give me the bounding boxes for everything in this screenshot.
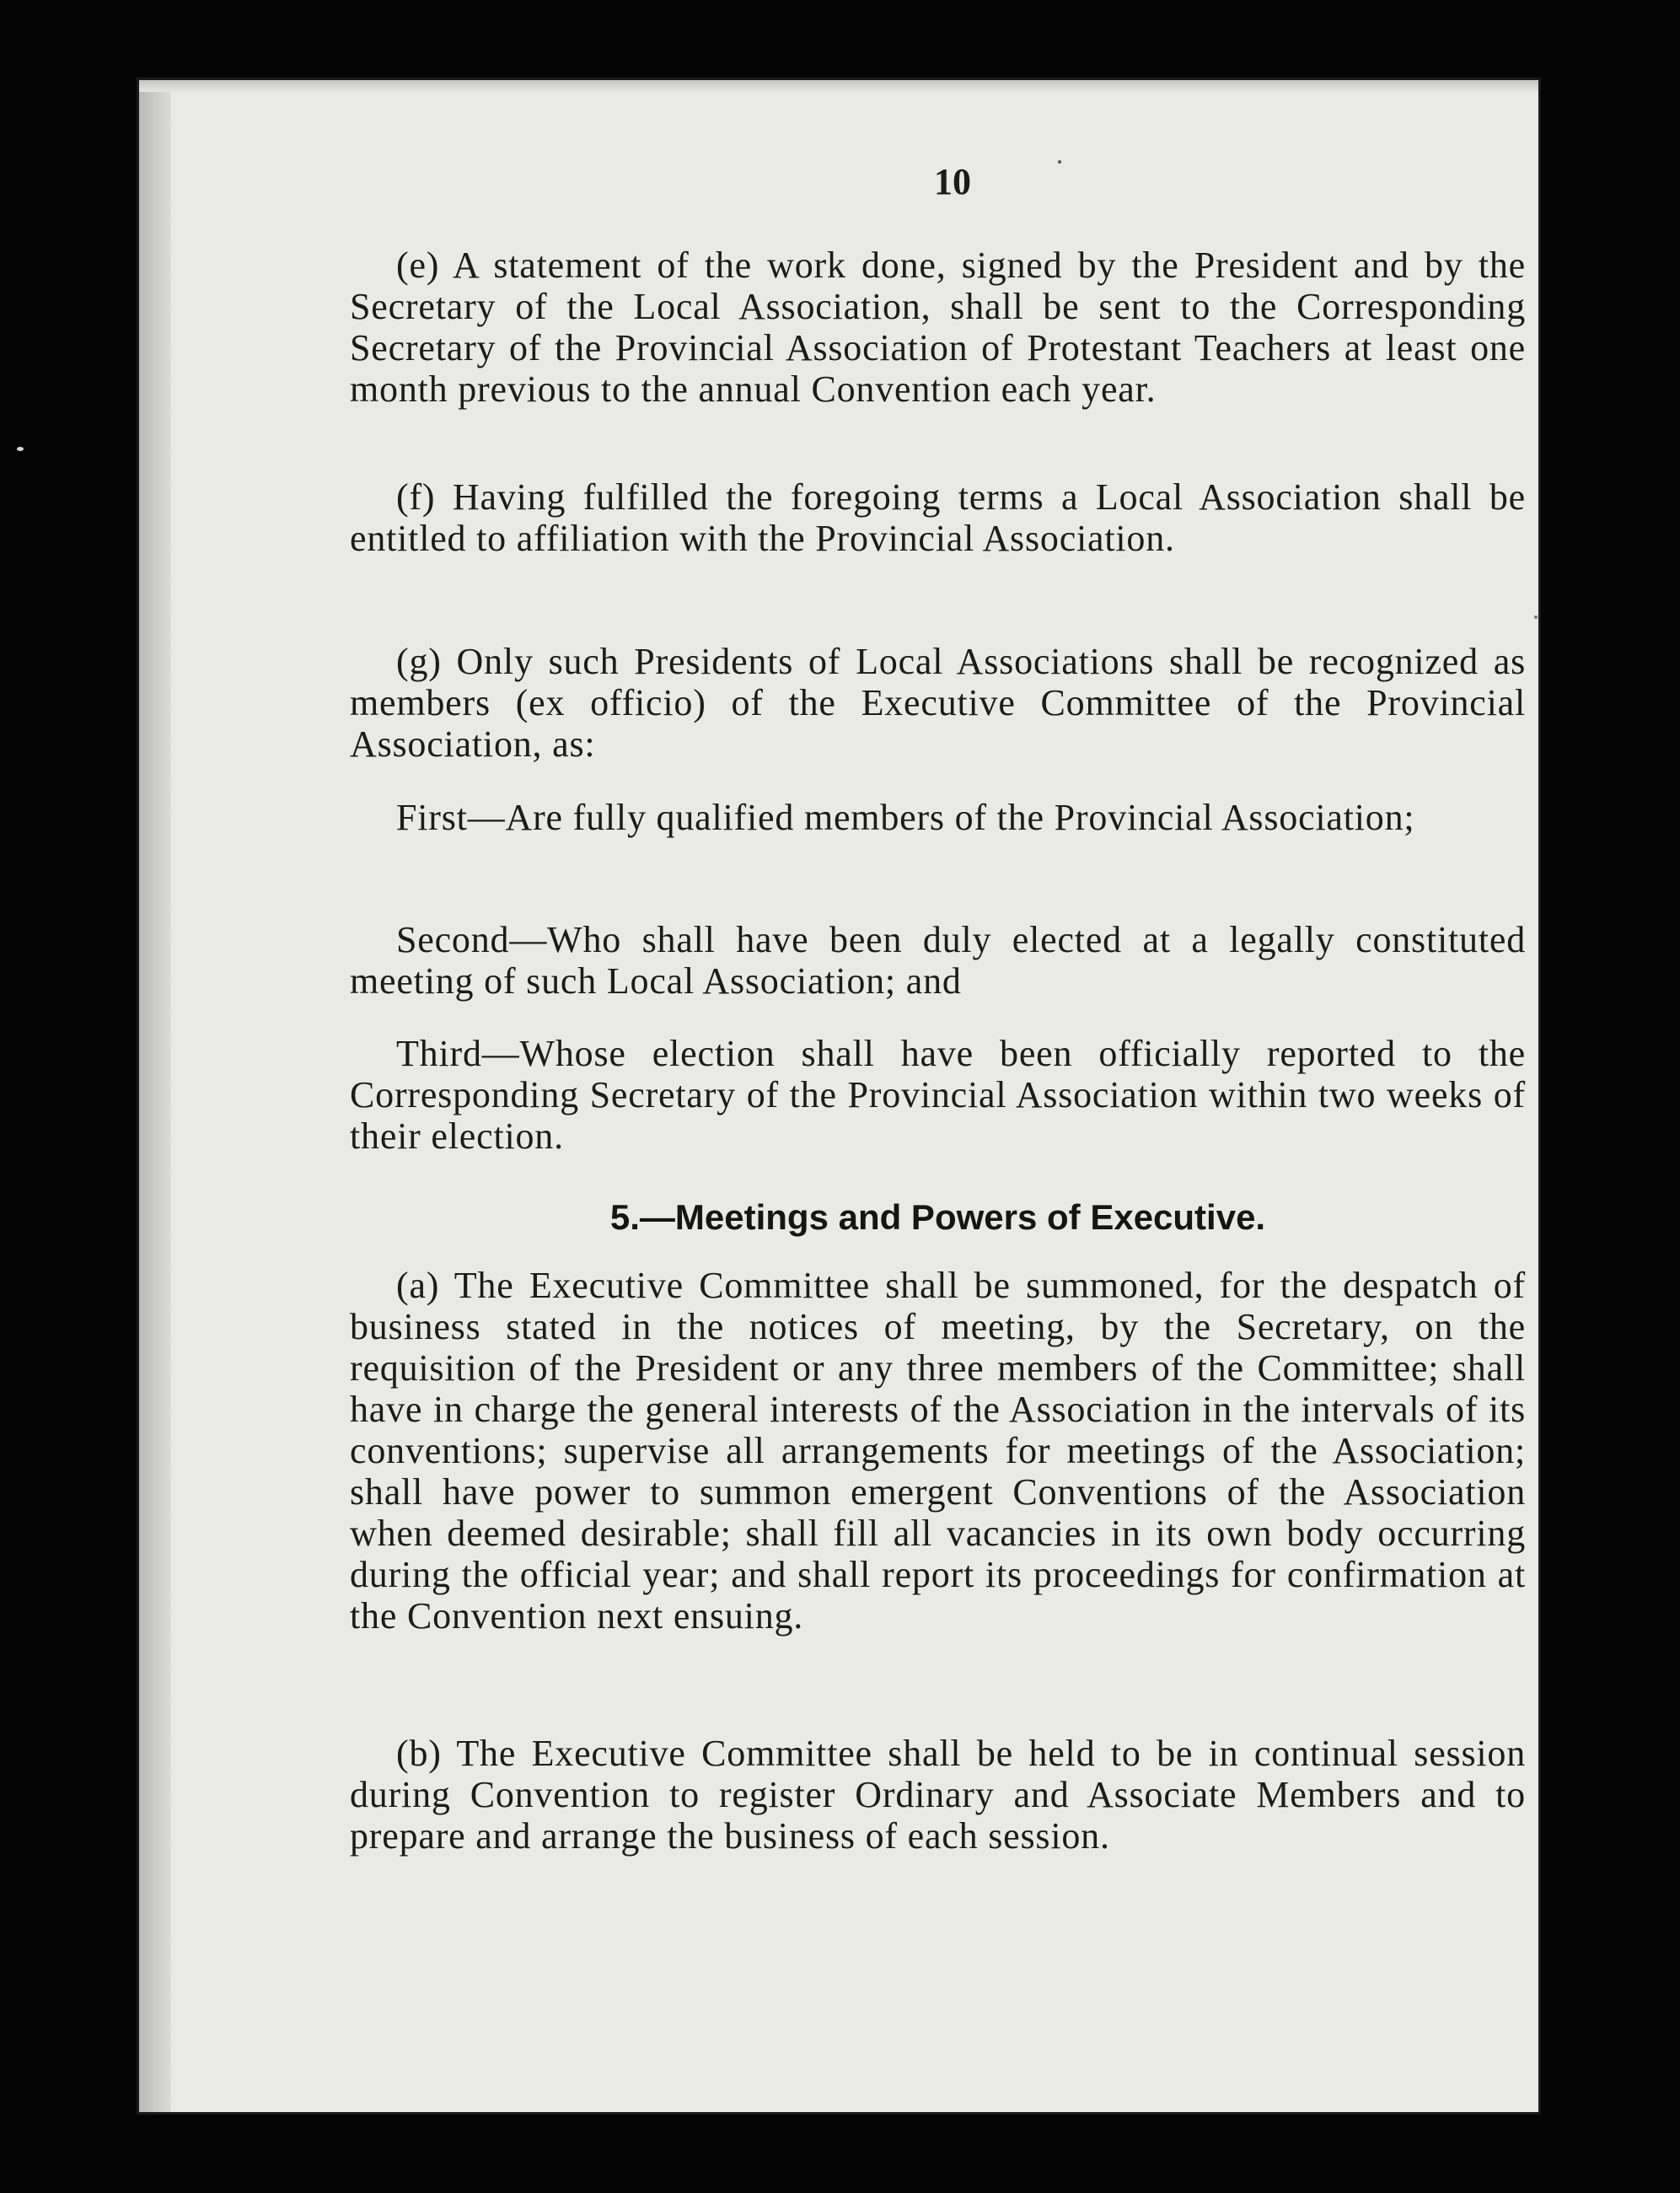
page-number: 10 [934,161,971,202]
page-left-edge [139,80,171,2112]
dust-speck [1058,160,1061,164]
paragraph-b: (b) The Executive Committee shall be held to be in continual session during Convention to register Ordinary and Associate Members and to prepare and arrange the business of each session. [350,1733,1526,1857]
paragraph-f: (f) Having fulfilled the foregoing terms a Local Association shall be entitled to affiliation with the Provincial Association. [350,476,1526,559]
page-top-edge [139,80,1538,92]
paragraph-e: (e) A statement of the work done, signed by the President and by the Secretary of the Local Association, shall be sent to the Corresponding Secretary of the Provincial Association of Protestant Teachers at least one month previous to the annual Convention each year. [350,245,1526,410]
section-heading: 5.—Meetings and Powers of Executive. [609,1197,1266,1237]
dust-speck [17,447,24,451]
paragraph-second: Second—Who shall have been duly elected at a legally constituted meeting of such Local Association; and [350,919,1526,1002]
dust-speck [1534,615,1538,619]
paragraph-third: Third—Whose election shall have been officially reported to the Corresponding Secretary of the Provincial Association within two weeks of their election. [350,1033,1526,1157]
paragraph-g: (g) Only such Presidents of Local Associations shall be recognized as members (ex officio) of the Executive Committee of the Provincial Association, as: [350,641,1526,765]
paragraph-first: First—Are fully qualified members of the Provincial Association; [396,797,1415,838]
paragraph-a: (a) The Executive Committee shall be summoned, for the despatch of business stated in the notices of meeting, by the Secretary, on the requisition of the President or any three members of the Committee; shall have in charge the general interests of the Association in the intervals of its conventions; supervise all arrangements for meetings of the Association; shall have power to summon emergent Conventions of the Association when deemed desirable; shall fill all vacancies in its own body occurring during the official year; and shall report its proceedings for confirmation at the Convention next ensuing. [350,1265,1526,1637]
